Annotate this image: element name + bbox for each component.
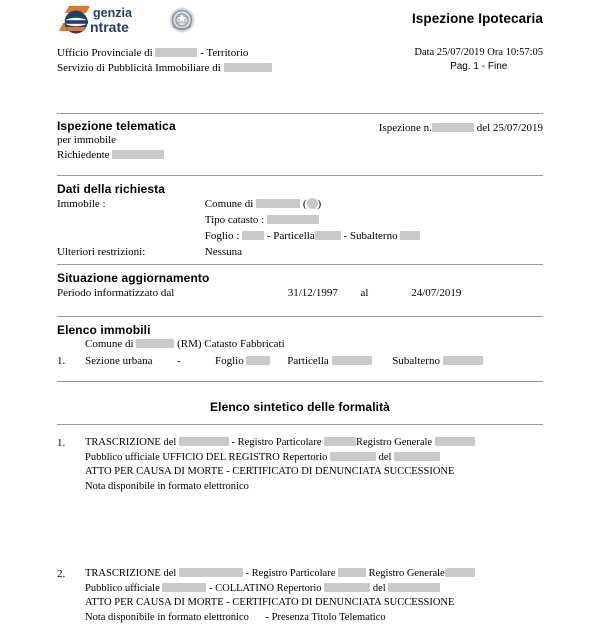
redaction-formalita-2-repertorio bbox=[324, 583, 370, 592]
page-number-text: Pag. 1 - Fine bbox=[450, 61, 508, 72]
divider-4 bbox=[57, 316, 543, 317]
divider-3 bbox=[57, 264, 543, 265]
formalita-entry-1 bbox=[57, 436, 543, 494]
redaction-formalita-1-repertorio bbox=[330, 452, 376, 461]
formalita-2-line2 bbox=[85, 583, 440, 594]
formalita-2-pubblico-ufficiale: Pubblico ufficiale bbox=[85, 582, 160, 594]
formalita-2-line1 bbox=[85, 568, 475, 579]
redaction-elenco-comune bbox=[136, 339, 174, 348]
foglio-particella-value bbox=[205, 228, 421, 244]
elenco-subalterno-label: Subalterno bbox=[392, 355, 440, 367]
redaction-subalterno bbox=[400, 231, 420, 240]
elenco-comune-prefix: Comune di bbox=[85, 338, 134, 350]
formalita-2-line3: ATTO PER CAUSA DI MORTE - CERTIFICATO DI DENUNCIATA SUCCESSIONE bbox=[85, 597, 455, 608]
formalita-1-trascrizione-label: TRASCRIZIONE del bbox=[85, 437, 177, 448]
periodo-date-to: 24/07/2019 bbox=[411, 287, 462, 299]
formalita-2-titolo-telematico: - Presenza Titolo Telematico bbox=[265, 611, 386, 623]
formalita-1-reg-particolare-label: - Registro Particolare bbox=[231, 437, 322, 448]
elenco-comune-suffix: (RM) Catasto Fabbricati bbox=[177, 338, 285, 350]
periodo-date-from: 31/12/1997 bbox=[287, 287, 338, 299]
ispezione-number-line bbox=[379, 122, 543, 134]
formalita-1-number: 1. bbox=[57, 437, 66, 449]
tipo-catasto-label: Tipo catasto : bbox=[204, 214, 265, 226]
redaction-comune bbox=[256, 199, 300, 208]
redaction-formalita-1-rep-date bbox=[394, 452, 440, 461]
elenco-comune-line bbox=[57, 337, 543, 352]
tipo-catasto-row bbox=[57, 212, 543, 228]
dati-richiesta-heading: Dati della richiesta bbox=[57, 182, 166, 196]
redaction-provincia bbox=[307, 198, 318, 209]
formalita-1-line3: ATTO PER CAUSA DI MORTE - CERTIFICATO DI DENUNCIATA SUCCESSIONE bbox=[85, 466, 455, 477]
redaction-elenco-particella bbox=[332, 356, 372, 365]
sezione-urbana-value: - bbox=[177, 355, 181, 367]
date-time-text: Data 25/07/2019 Ora 10:57:05 bbox=[414, 47, 543, 58]
ulteriori-restrizioni-row bbox=[57, 244, 543, 260]
redaction-elenco-foglio bbox=[246, 356, 270, 365]
divider-2 bbox=[57, 175, 543, 176]
restrizioni-value: Nessuna bbox=[204, 246, 243, 258]
formalita-2-nota-label: Nota disponibile in formato elettronico bbox=[85, 611, 249, 623]
foglio-particella-row bbox=[57, 228, 543, 244]
divider-6 bbox=[57, 424, 543, 425]
table-row bbox=[57, 354, 543, 369]
office-provincial-label: Ufficio Provinciale di bbox=[57, 47, 153, 59]
formalita-2-trascrizione-label: TRASCRIZIONE del bbox=[85, 568, 177, 579]
agenzia-entrate-logo bbox=[57, 3, 197, 37]
ispezione-subject: per immobile bbox=[57, 134, 116, 146]
formalita-1-line2 bbox=[85, 452, 440, 463]
formalita-2-collatino-label: - COLLATINO Repertorio bbox=[209, 582, 322, 594]
redaction-formalita-2-rep-date bbox=[388, 583, 440, 592]
periodo-row bbox=[57, 285, 543, 301]
comune-label: Comune di bbox=[204, 198, 254, 210]
ispezione-number-suffix: del 25/07/2019 bbox=[476, 122, 543, 134]
foglio-label: Foglio : bbox=[204, 230, 240, 242]
office-provincial-line bbox=[57, 46, 272, 61]
redaction-elenco-subalterno bbox=[443, 356, 483, 365]
redaction-formalita-2-reg-generale bbox=[445, 568, 475, 577]
immobile-row-number: 1. bbox=[57, 355, 66, 367]
redaction-foglio bbox=[242, 231, 264, 240]
redaction-formalita-2-reg-particolare bbox=[338, 568, 366, 577]
periodo-al-label: al bbox=[360, 287, 369, 299]
office-service-line bbox=[57, 61, 272, 76]
ispezione-heading: Ispezione telematica bbox=[57, 119, 176, 133]
formalita-2-number: 2. bbox=[57, 568, 66, 580]
formalita-1-line1 bbox=[85, 437, 475, 448]
divider-1 bbox=[57, 113, 543, 114]
requester-label: Richiedente bbox=[57, 149, 110, 161]
redaction-tipo-catasto bbox=[267, 215, 319, 224]
immobile-label: Immobile : bbox=[57, 198, 106, 210]
redaction-particella bbox=[315, 231, 341, 240]
elenco-immobili-heading: Elenco immobili bbox=[57, 323, 151, 337]
particella-label: - Particella bbox=[266, 230, 315, 242]
formalita-1-pubblico-ufficiale: Pubblico ufficiale UFFICIO DEL REGISTRO Repertorio bbox=[85, 451, 328, 463]
elenco-foglio-label: Foglio bbox=[215, 355, 244, 367]
redaction-office-service bbox=[224, 63, 272, 72]
divider-5 bbox=[57, 381, 543, 382]
formalita-1-del-label: del bbox=[378, 451, 392, 463]
periodo-label: Periodo informatizzato dal bbox=[57, 287, 175, 299]
office-territory-suffix: - Territorio bbox=[200, 47, 249, 59]
ispezione-requester-line bbox=[57, 148, 543, 163]
svg-text:genzia: genzia bbox=[93, 6, 132, 20]
section-formalita-heading bbox=[57, 400, 543, 414]
immobile-row bbox=[57, 196, 543, 212]
ispezione-number-prefix: Ispezione n. bbox=[378, 122, 432, 134]
svg-text:ntrate: ntrate bbox=[90, 19, 129, 35]
document-header bbox=[0, 0, 600, 42]
redaction-formalita-1-reg-particolare bbox=[324, 437, 356, 446]
formalita-2-line4 bbox=[85, 612, 386, 623]
redaction-ispezione-number bbox=[432, 123, 474, 132]
redaction-formalita-2-ufficiale bbox=[162, 583, 206, 592]
elenco-particella-label: Particella bbox=[287, 355, 329, 367]
comune-value: Comune di ( ) bbox=[204, 198, 322, 210]
restrizioni-label: Ulteriori restrizioni: bbox=[57, 246, 146, 258]
office-block bbox=[57, 46, 272, 76]
formalita-1-line4: Nota disponibile in formato elettronico bbox=[85, 480, 249, 492]
subalterno-label: - Subalterno bbox=[343, 230, 398, 242]
redaction-office-province bbox=[155, 48, 197, 57]
section-situazione-aggiornamento bbox=[57, 271, 543, 301]
section-elenco-immobili bbox=[57, 323, 543, 369]
formalita-heading: Elenco sintetico delle formalità bbox=[210, 400, 390, 414]
redaction-formalita-2-date bbox=[179, 568, 243, 577]
section-ispezione-telematica bbox=[57, 119, 543, 163]
redaction-formalita-1-reg-generale bbox=[435, 437, 475, 446]
formalita-2-reg-generale-label: Registro Generale bbox=[368, 568, 445, 579]
formalita-1-reg-generale-label: Registro Generale bbox=[355, 437, 433, 448]
section-dati-richiesta bbox=[57, 182, 543, 260]
redaction-requester bbox=[112, 150, 164, 159]
formalita-entry-2 bbox=[57, 567, 543, 625]
formalita-2-reg-particolare-label: - Registro Particolare bbox=[245, 568, 336, 579]
date-stamp-block bbox=[414, 46, 543, 74]
situazione-heading: Situazione aggiornamento bbox=[57, 271, 210, 285]
redaction-formalita-1-date bbox=[179, 437, 229, 446]
tipo-catasto-value bbox=[205, 212, 319, 228]
office-service-label: Servizio di Pubblicità Immobiliare di bbox=[57, 62, 221, 74]
sezione-urbana-label: Sezione urbana bbox=[85, 355, 153, 367]
formalita-2-del-label: del bbox=[372, 582, 386, 594]
page-title: Ispezione Ipotecaria bbox=[411, 11, 543, 26]
